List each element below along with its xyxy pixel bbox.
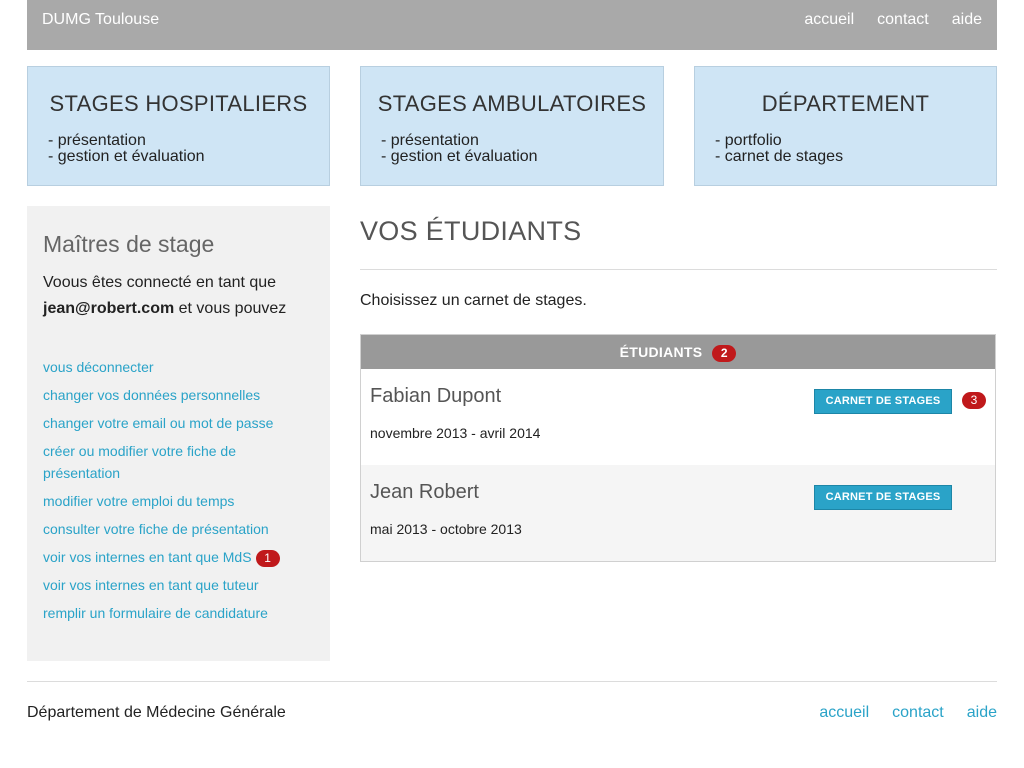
footer-contact-link[interactable]: contact — [892, 704, 944, 721]
intro-prefix: Voous êtes connecté en tant que — [43, 274, 277, 291]
carnet-count-badge: 3 — [962, 392, 986, 409]
card-item[interactable]: - carnet de stages — [715, 148, 844, 165]
card-title[interactable]: DÉPARTEMENT — [761, 91, 930, 116]
card-list — [48, 133, 205, 165]
personal-data-link[interactable]: changer vos données personnelles — [43, 387, 261, 403]
carnet-button[interactable]: CARNET DE STAGES — [814, 389, 952, 414]
logout-link[interactable]: vous déconnecter — [43, 359, 154, 375]
email-password-link[interactable]: changer votre email ou mot de passe — [43, 415, 274, 431]
intro-suffix: et vous pouvez — [178, 300, 287, 317]
edit-presentation-link[interactable]: créer ou modifier votre fiche de présentation — [43, 443, 236, 481]
card-stages-hospitaliers[interactable] — [27, 66, 330, 186]
table-row — [361, 369, 995, 465]
card-item[interactable]: - gestion et évaluation — [381, 148, 538, 165]
brand-link[interactable]: DUMG Toulouse — [42, 11, 160, 28]
table-header — [361, 335, 995, 369]
card-list — [715, 133, 843, 165]
card-item[interactable]: - présentation — [381, 132, 479, 149]
student-name: Jean Robert — [370, 481, 479, 503]
footer-nav — [819, 704, 997, 722]
footer-accueil-link[interactable]: accueil — [819, 704, 870, 721]
card-title[interactable]: STAGES HOSPITALIERS — [49, 91, 308, 116]
user-email: jean@robert.com — [43, 300, 175, 317]
page-title: VOS ÉTUDIANTS — [360, 216, 582, 246]
student-name: Fabian Dupont — [370, 385, 502, 407]
mds-count-badge: 1 — [256, 550, 280, 567]
card-item[interactable]: - portfolio — [715, 132, 782, 149]
table-header-label: ÉTUDIANTS — [619, 344, 703, 360]
sidebar — [27, 206, 330, 661]
table-row — [361, 465, 995, 561]
footer-title: Département de Médecine Générale — [27, 704, 286, 721]
footer-divider — [27, 681, 997, 682]
top-nav — [804, 11, 982, 29]
interns-tutor-link[interactable]: voir vos internes en tant que tuteur — [43, 577, 259, 593]
carnet-button[interactable]: CARNET DE STAGES — [814, 485, 952, 510]
schedule-link[interactable]: modifier votre emploi du temps — [43, 493, 235, 509]
nav-contact-link[interactable]: contact — [877, 11, 929, 28]
card-departement[interactable] — [694, 66, 997, 186]
card-item[interactable]: - présentation — [48, 132, 146, 149]
nav-accueil-link[interactable]: accueil — [804, 11, 855, 28]
application-form-link[interactable]: remplir un formulaire de candidature — [43, 605, 268, 621]
sidebar-links — [43, 356, 313, 630]
top-navbar — [27, 0, 997, 50]
student-period: mai 2013 - octobre 2013 — [370, 521, 522, 537]
card-title[interactable]: STAGES AMBULATOIRES — [377, 91, 647, 116]
student-period: novembre 2013 - avril 2014 — [370, 425, 541, 441]
nav-aide-link[interactable]: aide — [951, 11, 982, 28]
footer-aide-link[interactable]: aide — [966, 704, 997, 721]
card-item[interactable]: - gestion et évaluation — [48, 148, 205, 165]
students-count-badge: 2 — [712, 345, 736, 362]
sidebar-intro — [43, 270, 318, 322]
interns-mds-link[interactable]: voir vos internes en tant que MdS — [43, 549, 252, 565]
students-table — [360, 334, 996, 562]
card-list — [381, 133, 538, 165]
divider — [360, 269, 997, 270]
card-stages-ambulatoires[interactable] — [360, 66, 664, 186]
page-intro: Choisissez un carnet de stages. — [360, 292, 587, 309]
view-presentation-link[interactable]: consulter votre fiche de présentation — [43, 521, 269, 537]
sidebar-title: Maîtres de stage — [43, 231, 215, 257]
